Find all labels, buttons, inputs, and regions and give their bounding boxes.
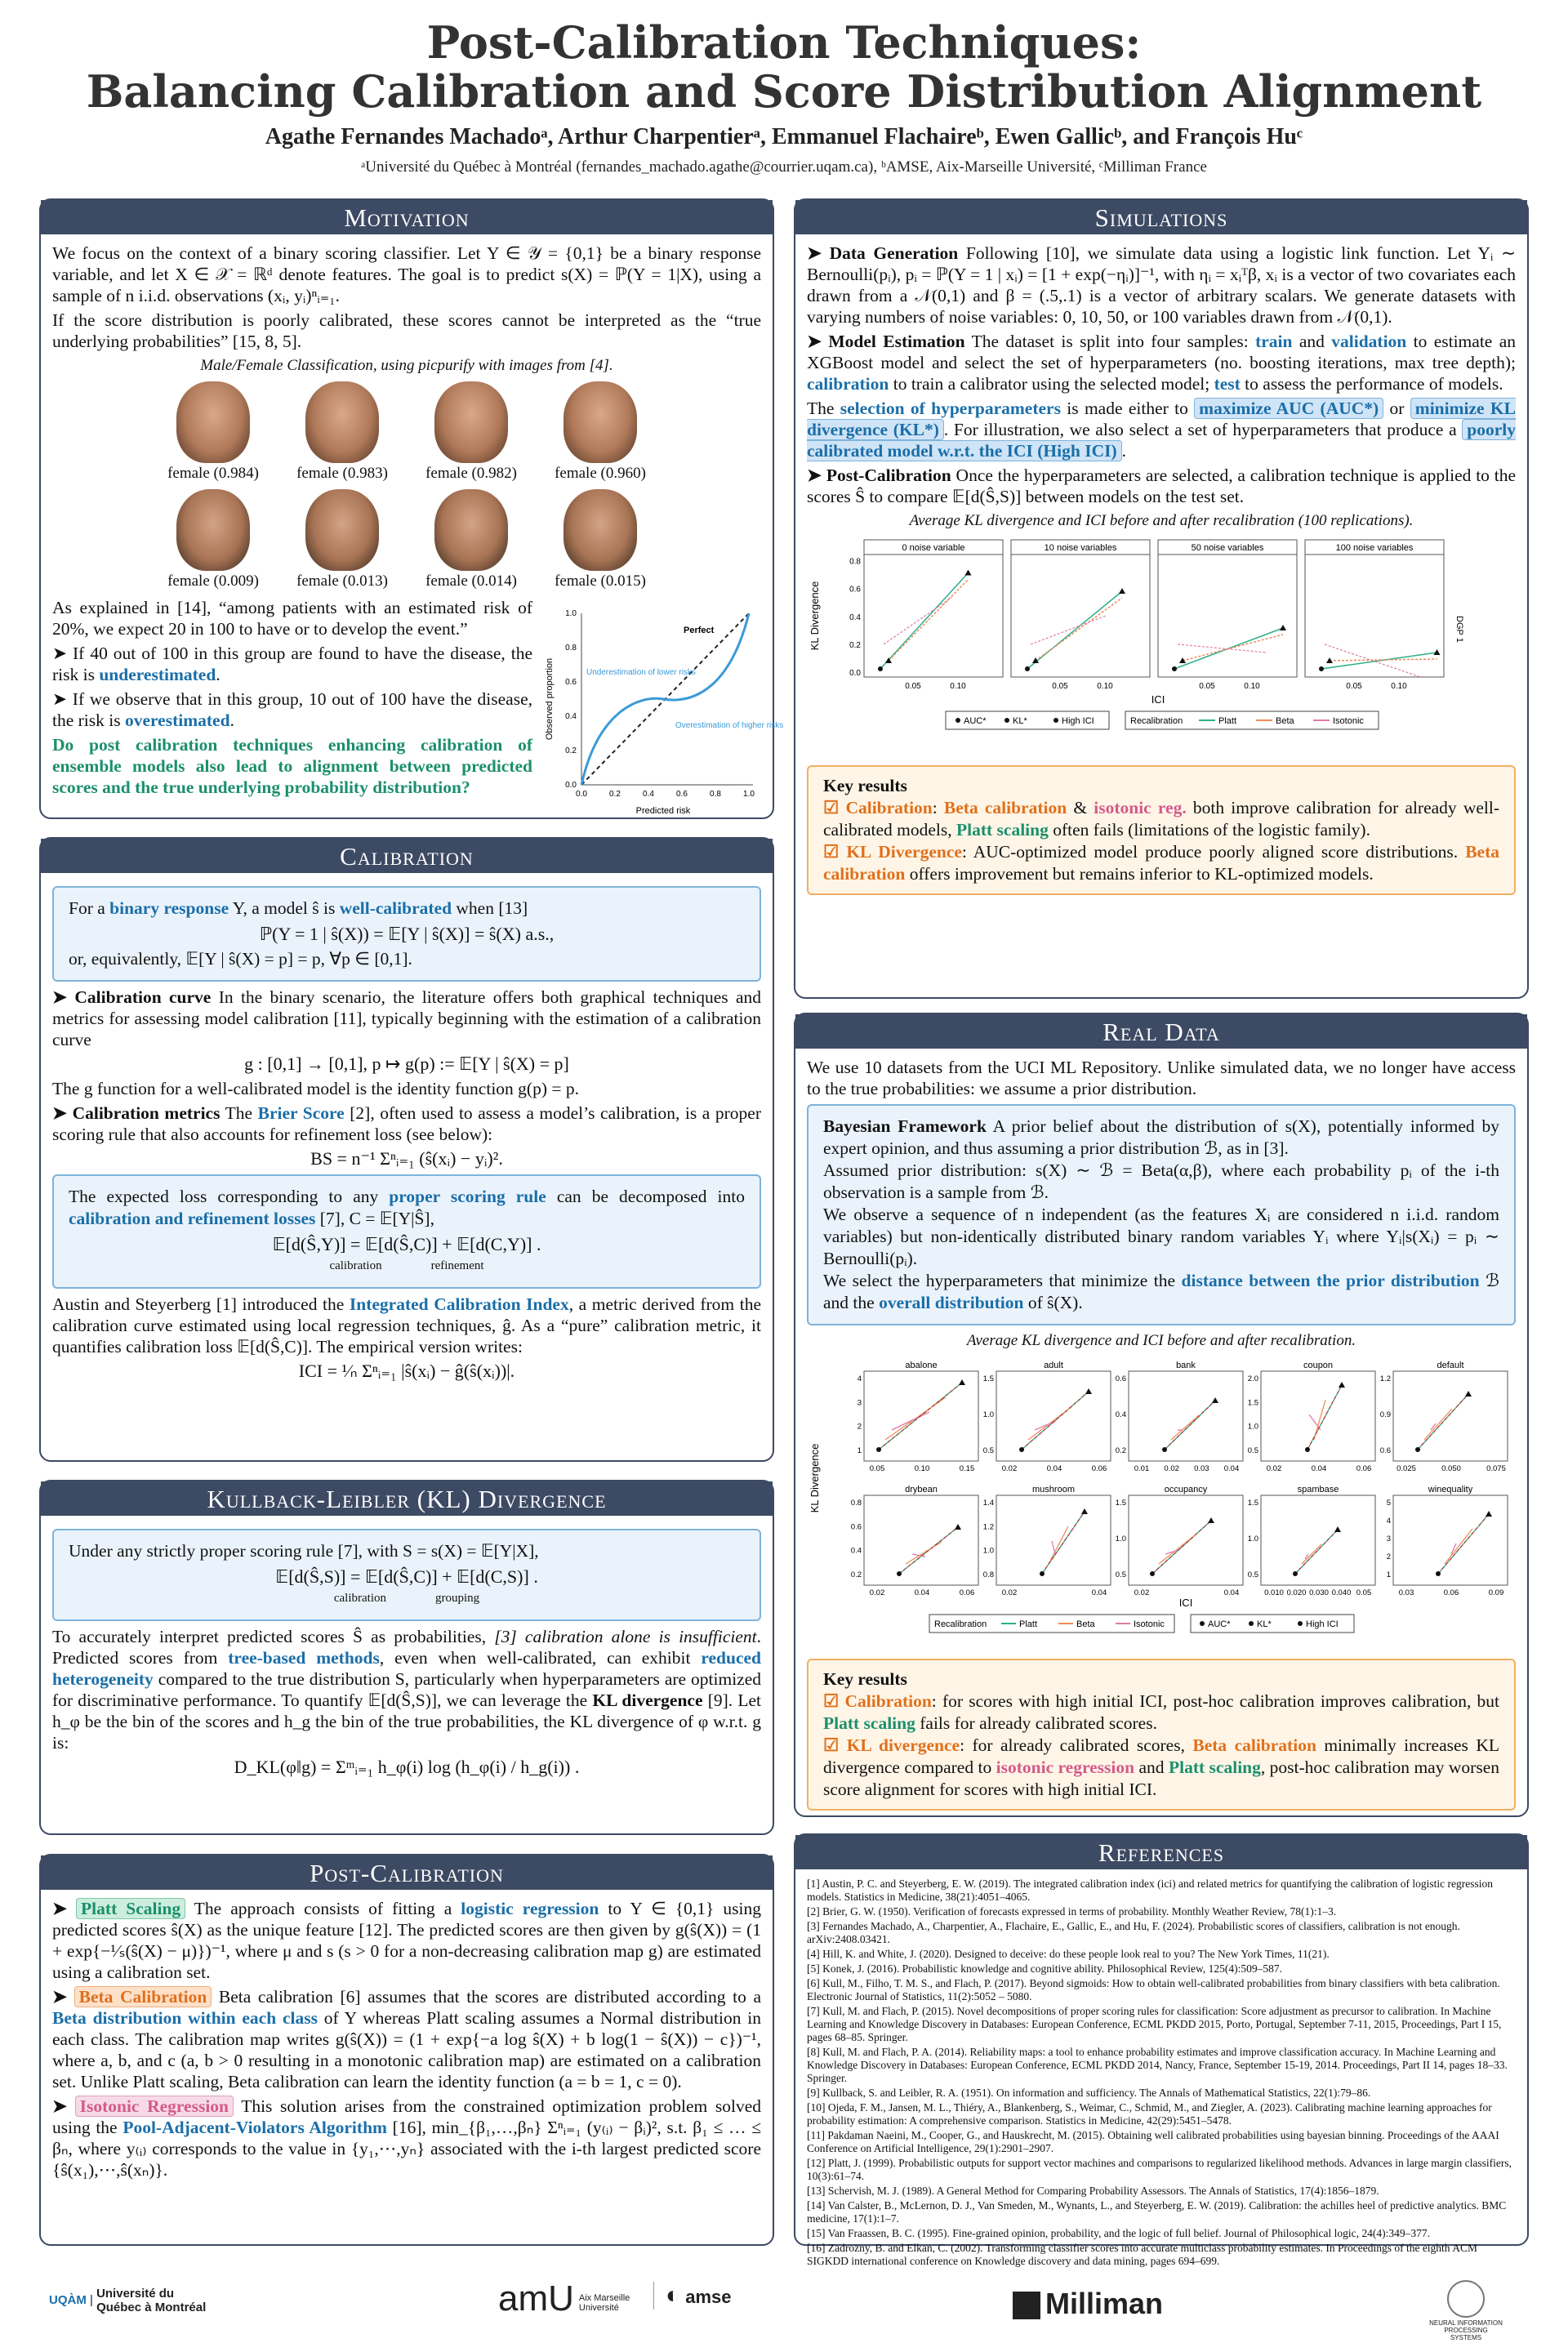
reference-item: [1] Austin, P. C. and Steyerberg, E. W. (2019). The integrated calibration index (ici) and related metrics for quantifying the calibration of logistic regression models. Statistics in Medicine, 38(21):4051–4065.	[807, 1878, 1494, 1903]
x-tick-label: 0.01	[1134, 1464, 1150, 1473]
calibration-illustration-plot	[541, 597, 784, 826]
amu-logo: amU Aix Marseille Université	[498, 2278, 630, 2319]
y-tick-label: 0.4	[849, 612, 861, 622]
reference-item: [11] Pakdaman Naeini, M., Cooper, G., and Hauskrecht, M. (2015). Obtaining well calibrated probabilities using bayesian binning. Proceedings of the AAAI Conference on Artificial Intelligence, 29(1):2901–2907.	[807, 2129, 1499, 2154]
y-tick-label: 0.5	[982, 1446, 994, 1455]
y-tick-label: 0.2	[849, 640, 861, 650]
panel-title: default	[1437, 1361, 1464, 1370]
references-list	[795, 1869, 1527, 2278]
amse-logo: ◐ amse	[653, 2282, 732, 2310]
g-function-eq: g : [0,1] → [0,1], p ↦ g(p) := 𝔼[Y | ŝ(X) = p]	[244, 1054, 569, 1074]
face-item	[410, 489, 532, 592]
legend-marker	[1054, 718, 1058, 723]
panel-frame	[864, 555, 1003, 677]
x-tick-label: 0.03	[1194, 1464, 1209, 1473]
x-label: Predicted risk	[635, 806, 691, 816]
panel-frame	[1011, 555, 1150, 677]
face-item	[281, 489, 403, 592]
x-tick-label: 0.04	[1223, 1588, 1240, 1597]
ici-eq: ICI = ¹⁄ₙ Σⁿᵢ₌₁ |ŝ(xᵢ) − ĝ(ŝ(xᵢ))|.	[298, 1361, 515, 1381]
panel-title: 10 noise variables	[1044, 543, 1117, 553]
data-generation-text: ➤ Data Generation Following [10], we simulate data using a logistic link function. Let Yᵢ ∼ Bernoulli(pᵢ), pᵢ = ℙ(Y = 1 | xᵢ) = [1 + exp(−ηᵢ)]⁻¹, with ηᵢ = xᵢᵀβ, xᵢ is a vector of two covariates each drawn from a 𝒩(0,1) and β = (.5,.1) is a vector of arbitrary scalars. We generate datasets with varying numbers of noise variables: 0, 10, 50, or 100 variables drawn from 𝒩(0,1).	[807, 243, 1517, 327]
realdata-chart	[807, 1355, 1517, 1649]
y-tick-label: 1.5	[1247, 1398, 1258, 1408]
motivation-p2: If the score distribution is poorly calibrated, these scores cannot be interpreted as the “true underlying probabilities” [15, 8, 5].	[52, 310, 761, 351]
motivation-p4: ➤ If 40 out of 100 in this group are found to have the disease, the risk is underestimated.	[52, 644, 532, 684]
calibration-section	[39, 837, 774, 1462]
y-tick-label: 5	[1386, 1499, 1391, 1508]
decomp-label-1: calibration	[329, 1259, 382, 1272]
kl-text: To accurately interpret predicted scores Ŝ as probabilities, [3] calibration alone is insufficient. Predicted scores from tree-based methods, even when well-calibrated, can exhibit reduced heterogeneity compared to the true distribution S, particularly when hyperparameters are optimized for discriminative performance. To quantify 𝔼[d(Ŝ,S)], we can leverage the KL divergence [9]. Let h_φ be the bin of the scores and h_g the bin of the true probabilities, the KL divergence of φ w.r.t. g is:	[52, 1627, 761, 1753]
face-photo	[176, 381, 250, 463]
legend-marker	[956, 718, 960, 723]
model-estimation-text: ➤ Model Estimation The dataset is split into four samples: train and validation to estimate an XGBoost model and select the set of hyperparameters (no. boosting iterations, max tree depth); calibration to train a calibrator using the selected model; test to assess the performance of models.	[807, 332, 1516, 394]
affiliations: ᵃUniversité du Québec à Montréal (fernandes_machado.agathe@courrier.uqam.ca), ᵇAMSE, Aix-Marseille Université, ᶜMilliman France	[361, 158, 1207, 176]
svg-text:0.8: 0.8	[565, 644, 577, 653]
y-tick-label: 2	[1386, 1552, 1391, 1561]
face-item	[539, 381, 662, 484]
face-label: female (0.009)	[167, 572, 259, 590]
x-tick-label: 0.10	[1244, 682, 1260, 691]
x-tick-label: 0.05	[869, 1464, 885, 1473]
y-tick-label: 1.5	[982, 1374, 994, 1383]
reference-item: [8] Kull, M. and Flach, P. A. (2014). Reliability maps: a tool to enhance probability estimates and improve classification accuracy. In Machine Learning and Knowledge Discovery in Databases: European Conference, ECML PKDD 2014, Nancy, France, September 15-19, 2014. Proceedings, Part II 14, pages 18–33. Springer.	[807, 2046, 1508, 2084]
svg-text:0.6: 0.6	[676, 790, 688, 799]
calibration-eq: ℙ(Y = 1 | ŝ(X)) = 𝔼[Y | ŝ(X)] = ŝ(X) a.s.,	[259, 924, 555, 944]
face-label: female (0.982)	[425, 465, 517, 482]
motivation-p1: We focus on the context of a binary scoring classifier. Let Y ∈ 𝒴 = {0,1} be a binary response variable, and let X ∈ 𝒳 = ℝᵈ denote features. The goal is to predict s(X) = ℙ(Y = 1|X), using a sample of n i.i.d. observations (xᵢ, yᵢ)ⁿᵢ₌₁.	[52, 243, 761, 305]
y-tick-label: 1.4	[982, 1499, 994, 1508]
x-tick-label: 0.10	[1391, 682, 1407, 691]
x-tick-label: 0.06	[1091, 1464, 1107, 1473]
poster-header	[0, 0, 1568, 184]
simulation-chart	[807, 535, 1517, 755]
x-ticks	[576, 790, 755, 799]
y-tick-label: 0.9	[1379, 1410, 1391, 1419]
face-photo	[176, 489, 250, 571]
kl-section	[39, 1480, 774, 1835]
beta-label: Beta Calibration	[74, 1986, 212, 2007]
sim-chart-caption: Average KL divergence and ICI before and after recalibration (100 replications).	[909, 512, 1414, 529]
y-tick-label: 0.8	[850, 1499, 862, 1508]
panel-frame	[1393, 1371, 1508, 1461]
auc-point	[1025, 666, 1030, 671]
kl-heading: Kullback-Leibler (KL) Divergence	[41, 1481, 773, 1516]
x-tick-label: 0.020	[1286, 1588, 1307, 1597]
y-tick-label: 1.0	[1247, 1535, 1258, 1544]
x-tick-label: 0.10	[914, 1464, 930, 1473]
legend-label: High ICI	[1062, 716, 1094, 726]
auc-point	[1305, 1447, 1310, 1452]
y-tick-label: 3	[857, 1398, 862, 1408]
panel-title: abalone	[905, 1361, 938, 1370]
ici-text: Austin and Steyerberg [1] introduced the Integrated Calibration Index, a metric derived from the calibration curve estimated using local regression techniques, ĝ. As a “pure” calibration metric, it quantifies calibration loss 𝔼[d(Ŝ,C)]. The empirical version writes:	[52, 1294, 761, 1356]
poster-title	[0, 0, 1568, 116]
real-key-results: Key results ☑ Calibration: for scores with high initial ICI, post-hoc calibration improves calibration, but Platt scaling fails for already calibrated scores. ☑ KL divergence: for already calibrated scores, Beta calibration minimally increases KL divergence compared to isotonic regression and Platt scaling, post-hoc calibration may worsen score alignment for scores with high initial ICI.	[807, 1659, 1516, 1811]
x-tick-label: 0.02	[1001, 1464, 1018, 1473]
decomposition-eq: 𝔼[d(Ŝ,Y)] = 𝔼[d(Ŝ,C)] + 𝔼[d(C,Y)] .	[272, 1234, 541, 1254]
y-tick-label: 1.5	[1247, 1499, 1258, 1508]
g-identity-text: The g function for a well-calibrated model is the identity function g(p) = p.	[52, 1079, 579, 1098]
isotonic-label: Isotonic Regression	[75, 2096, 234, 2117]
sim-key-result-2: ☑ KL Divergence: AUC-optimized model produce poorly aligned score distributions. Beta calibration offers improvement but remains inferior to KL-optimized models.	[823, 842, 1499, 884]
x-tick-label: 0.05	[1052, 682, 1068, 691]
milliman-logo: Milliman	[1013, 2287, 1163, 2321]
kl-label-2: grouping	[434, 1592, 480, 1605]
face-photo	[564, 489, 637, 571]
legend-marker	[1249, 1621, 1254, 1626]
title-line-2: Balancing Calibration and Score Distribution Alignment	[86, 65, 1482, 118]
y-tick-label: 4	[1386, 1517, 1391, 1526]
auc-point	[1172, 666, 1177, 671]
y-tick-label: 1	[857, 1446, 862, 1455]
simulations-heading: Simulations	[795, 200, 1527, 234]
y-tick-label: 1.0	[982, 1410, 994, 1419]
brier-eq: BS = n⁻¹ Σⁿᵢ₌₁ (ŝ(xᵢ) − yᵢ)².	[310, 1148, 503, 1169]
kl-eq: D_KL(φ‖g) = Σᵐᵢ₌₁ h_φ(i) log (h_φ(i) / h_g(i)) .	[234, 1757, 580, 1777]
face-item	[539, 489, 662, 592]
references-heading: References	[795, 1835, 1527, 1869]
motivation-heading: Motivation	[41, 200, 773, 234]
reference-item: [5] Konek, J. (2016). Probabilistic knowledge and cognitive ability. Philosophical Review, 125(4):509–587.	[807, 1962, 1283, 1975]
y-tick-label: 1.2	[1379, 1374, 1391, 1383]
y-tick-label: 0.5	[1115, 1570, 1126, 1579]
svg-text:0.2: 0.2	[565, 746, 577, 755]
auc-point	[1436, 1571, 1441, 1576]
reference-item: [13] Schervish, M. J. (1989). A General Method for Comparing Probability Assessors. The Annals of Statistics, 17(4):1856–1879.	[807, 2185, 1379, 2197]
calibration-metrics-text: ➤ Calibration metrics The Brier Score [2], often used to assess a model’s calibration, is a proper scoring rule that also accounts for refinement loss (see below):	[52, 1103, 762, 1144]
decomp-label-2: refinement	[430, 1259, 484, 1272]
legend-label: Beta	[1076, 1619, 1095, 1629]
legend-label: Beta	[1276, 716, 1294, 726]
legend-label: Platt	[1218, 716, 1237, 726]
panel-frame	[1261, 1495, 1375, 1585]
x-tick-label: 0.03	[1398, 1588, 1414, 1597]
calibration-definition-box: For a binary response Y, a model ŝ is well-calibrated when [13] ℙ(Y = 1 | ŝ(X)) = 𝔼[Y | ŝ(X)] = ŝ(X) a.s., or, equivalently, 𝔼[Y | ŝ(X) = p] = p, ∀p ∈ [0,1].	[52, 886, 761, 982]
panel-title: winequality	[1428, 1485, 1473, 1494]
calibration-curve-text: ➤ Calibration curve In the binary scenario, the literature offers both graphical techniques and metrics for assessing model calibration [11], typically beginning with the estimation of a calibration curve	[52, 987, 762, 1049]
y-axis-label: KL Divergence	[808, 581, 821, 651]
under-label: Underestimation of lower risks	[586, 668, 696, 677]
x-tick-label: 0.10	[1097, 682, 1113, 691]
x-axis-label: ICI	[1178, 1597, 1193, 1609]
svg-text:0.4: 0.4	[565, 712, 577, 721]
panel-title: 0 noise variable	[902, 543, 965, 553]
motivation-p5: ➤ If we observe that in this group, 10 out of 100 have the disease, the risk is overestimated.	[52, 689, 532, 730]
y-tick-label: 1.0	[1115, 1535, 1126, 1544]
x-axis-label: ICI	[1151, 693, 1165, 706]
panel-title: spambase	[1297, 1485, 1339, 1494]
svg-text:0.6: 0.6	[565, 678, 577, 687]
face-label: female (0.013)	[296, 572, 388, 590]
svg-text:1.0: 1.0	[743, 790, 755, 799]
platt-text: ➤ Platt Scaling The approach consists of fitting a logistic regression to Y ∈ {0,1} using predicted scores ŝ(X) as the unique feature [12]. The predicted scores are then given by g(ŝ(X)) = (1 + exp{−¹⁄ₛ(ŝ(X) − μ)})⁻¹, where μ and s (s > 0 for a non-decreasing calibration map g) are estimated using a calibration set.	[52, 1899, 761, 1982]
panel-title: 100 noise variables	[1335, 543, 1414, 553]
face-photo	[564, 381, 637, 463]
x-tick-label: 0.05	[1356, 1588, 1372, 1597]
face-label: female (0.960)	[555, 465, 646, 482]
panel-frame	[1393, 1495, 1508, 1585]
panel-title: adult	[1044, 1361, 1063, 1370]
realdata-section	[794, 1013, 1529, 1817]
face-label: female (0.984)	[167, 465, 259, 482]
x-tick-label: 0.02	[1266, 1464, 1282, 1473]
svg-text:0.2: 0.2	[609, 790, 621, 799]
research-question: Do post calibration techniques enhancing calibration of ensemble models also lead to alignment between predicted scores and the true underlying probability distribution?	[52, 735, 532, 797]
kl-decomposition-box: Under any strictly proper scoring rule [7], with S = s(X) = 𝔼[Y|X], 𝔼[d(Ŝ,S)] = 𝔼[d(Ŝ,C)] + 𝔼[d(C,S)] . calibration grouping	[52, 1529, 761, 1621]
y-tick-label: 0.6	[849, 585, 861, 595]
y-tick-label: 1.5	[1115, 1499, 1126, 1508]
real-key-result-2: ☑ KL divergence: for already calibrated scores, Beta calibration minimally increases KL divergence compared to isotonic regression and Platt scaling, post-hoc calibration may worsen score alignment for scores with high initial ICI.	[823, 1735, 1499, 1799]
x-tick-label: 0.04	[914, 1588, 930, 1597]
motivation-p3: As explained in [14], “among patients with an estimated risk of 20%, we expect 20 in 100 to have or to develop the event.”	[52, 598, 532, 639]
svg-text:0.8: 0.8	[710, 790, 721, 799]
reference-item: [16] Zadrozny, B. and Elkan, C. (2002). Transforming classifier scores into accurate multiclass probability estimates. In Proceedings of the eighth ACM SIGKDD international conference on Knowledge discovery and data mining, pages 694–699.	[807, 2242, 1477, 2267]
panel-frame	[1129, 1371, 1243, 1461]
x-tick-label: 0.030	[1309, 1588, 1329, 1597]
auc-point	[878, 666, 883, 671]
auc-point	[1040, 1571, 1045, 1576]
x-tick-label: 0.05	[1199, 682, 1215, 691]
real-key-result-1: ☑ Calibration: for scores with high initial ICI, post-hoc calibration improves calibration, but Platt scaling fails for already calibrated scores.	[823, 1691, 1499, 1733]
y-tick-label: 3	[1386, 1535, 1391, 1544]
authors: Agathe Fernandes Machadoᵃ, Arthur Charpentierᵃ, Emmanuel Flachaireᵇ, Ewen Gallicᵇ, and François Huᶜ	[265, 124, 1303, 149]
svg-text:1.0: 1.0	[565, 609, 577, 618]
x-tick-label: 0.05	[1346, 682, 1362, 691]
reference-item: [7] Kull, M. and Flach, P. (2015). Novel decompositions of proper scoring rules for classification: Score adjustment as precursor to calibration. In Machine Learning and Knowledge Discovery in Databases: European Conference, ECML PKDD 2015, Porto, Portugal, September 7-11, 2015, Proceedings, Part I 15, pages 68–85. Springer.	[807, 2005, 1502, 2043]
calibration-eq2: or, equivalently, 𝔼[Y | ŝ(X) = p] = p, ∀p ∈ [0,1].	[69, 949, 412, 969]
y-label: Observed proportion	[545, 657, 555, 741]
simulations-section	[794, 198, 1529, 999]
realdata-heading: Real Data	[795, 1014, 1527, 1049]
y-tick-label: 0.6	[1379, 1446, 1391, 1455]
x-tick-label: 0.010	[1264, 1588, 1284, 1597]
x-tick-label: 0.04	[1046, 1464, 1062, 1473]
postcal-section	[39, 1854, 774, 2246]
faces-grid	[52, 381, 761, 592]
x-tick-label: 0.02	[1001, 1588, 1018, 1597]
legend-label: Platt	[1019, 1619, 1038, 1629]
panel-frame	[1305, 555, 1444, 677]
x-tick-label: 0.02	[869, 1588, 885, 1597]
face-label: female (0.014)	[425, 572, 517, 590]
sim-key-results: Key results ☑ Calibration: Beta calibration & isotonic reg. both improve calibration for already well-calibrated models, Platt scaling often fails (limitations of the logistic family). ☑ KL Divergence: AUC-optimized model produce poorly aligned score distributions. Beta calibration offers improvement but remains inferior to KL-optimized models.	[807, 765, 1516, 895]
x-tick-label: 0.050	[1441, 1464, 1461, 1473]
y-tick-label: 0.0	[849, 669, 861, 678]
strip-label: DGP 1	[1454, 616, 1464, 643]
real-chart-caption: Average KL divergence and ICI before and after recalibration.	[966, 1332, 1356, 1349]
svg-text:0.0: 0.0	[576, 790, 587, 799]
y-tick-label: 1.2	[982, 1522, 994, 1532]
reference-item: [4] Hill, K. and White, J. (2020). Designed to deceive: do these people look real to you? The New York Times, 11(21).	[807, 1948, 1330, 1960]
face-item	[152, 489, 274, 592]
face-photo	[305, 489, 379, 571]
y-tick-label: 0.6	[1115, 1374, 1126, 1383]
y-tick-label: 0.4	[1115, 1410, 1126, 1419]
y-axis-label: KL Divergence	[808, 1443, 821, 1513]
x-tick-label: 0.02	[1134, 1588, 1150, 1597]
y-tick-label: 0.4	[850, 1546, 862, 1556]
neurips-logo: NEURAL INFORMATION PROCESSING SYSTEMS	[1429, 2280, 1503, 2341]
y-tick-label: 0.5	[1247, 1446, 1258, 1455]
title-line-1: Post-Calibration Techniques:	[426, 16, 1142, 69]
legend-label: AUC*	[964, 716, 987, 726]
reference-item: [2] Brier, G. W. (1950). Verification of forecasts expressed in terms of probability. Monthly Weather Review, 78(1):1–3.	[807, 1905, 1337, 1918]
kl-decomposition-eq: 𝔼[d(Ŝ,S)] = 𝔼[d(Ŝ,C)] + 𝔼[d(C,S)] .	[275, 1566, 538, 1587]
auc-point	[1150, 1571, 1155, 1576]
x-tick-label: 0.04	[1223, 1464, 1240, 1473]
legend-label: High ICI	[1306, 1619, 1339, 1629]
panel-frame	[996, 1371, 1111, 1461]
sim-key-result-1: ☑ Calibration: Beta calibration & isotonic reg. both improve calibration for already well-calibrated models, Platt scaling often fails (limitations of the logistic family).	[823, 798, 1499, 840]
legend-marker	[1200, 1621, 1205, 1626]
motivation-section	[39, 198, 784, 819]
platt-label: Platt Scaling	[76, 1898, 185, 1919]
uqam-logo: UQÀM | Université du Québec à Montréal	[49, 2287, 207, 2314]
auc-point	[876, 1447, 881, 1452]
reference-item: [12] Platt, J. (1999). Probabilistic outputs for support vector machines and comparisons to regularized likelihood methods. Advances in large margin classifiers, 10(3):61–74.	[807, 2157, 1512, 2182]
face-label: female (0.015)	[555, 572, 646, 590]
isotonic-text: ➤ Isotonic Regression This solution arises from the constrained optimization problem solved using the Pool-Adjacent-Violators Algorithm [16], min_{β₁,…,βₙ} Σⁿᵢ₌₁ (y₍ᵢ₎ − βᵢ)², s.t. β₁ ≤ … ≤ βₙ, where y₍ᵢ₎ corresponds to the value in {y₁,⋯,yₙ} associated with the i-th largest predicted score {ŝ(x₁),⋯,ŝ(xₙ)}.	[52, 2096, 762, 2180]
panel-title: bank	[1176, 1361, 1196, 1370]
panel-title: coupon	[1303, 1361, 1334, 1370]
svg-text:0.0: 0.0	[565, 781, 577, 790]
legend-title: Recalibration	[934, 1619, 987, 1629]
panel-title: occupancy	[1164, 1485, 1208, 1494]
y-tick-label: 0.5	[1247, 1570, 1258, 1579]
beta-text: ➤ Beta Calibration Beta calibration [6] assumes that the scores are distributed according to a Beta distribution within each class of Y whereas Platt scaling assumes a Normal distribution in each class. The calibration map writes g(ŝ(X)) = (1 + exp{−a log ŝ(X) + b log(1 − ŝ(X)) − c})⁻¹, where a, b, and c (a, b > 0 resulting in a monotonic calibration map) are estimated on a calibration set. Unlike Platt scaling, Beta calibration can learn the identity function (a = b = 1, c = 0).	[52, 1987, 762, 2091]
legend-label: KL*	[1257, 1619, 1272, 1629]
calibration-curve	[581, 613, 749, 785]
x-tick-label: 0.05	[905, 682, 921, 691]
face-photo	[434, 381, 508, 463]
y-tick-label: 0.6	[850, 1522, 862, 1532]
panel-title: drybean	[905, 1485, 938, 1494]
x-tick-label: 0.075	[1486, 1464, 1506, 1473]
postcal-sim-text: ➤ Post-Calibration Once the hyperparameters are selected, a calibration technique is applied to the scores Ŝ to compare 𝔼[d(Ŝ,S)] between models on the test set.	[807, 466, 1517, 506]
selection-text: The selection of hyperparameters is made either to maximize AUC (AUC*) or minimize KL divergence (KL*) . For illustration, we also select a set of hyperparameters that produce a poorly calibrated model w.r.t. the ICI (High ICI) .	[807, 399, 1516, 461]
realdata-intro: We use 10 datasets from the UCI ML Repository. Unlike simulated data, we no longer have access to the true probabilities: we assume a prior distribution.	[807, 1058, 1516, 1098]
auc-point	[1415, 1447, 1420, 1452]
kl-label-1: calibration	[333, 1592, 386, 1605]
auc-point	[1019, 1447, 1024, 1452]
legend-label: AUC*	[1208, 1619, 1231, 1629]
panel-frame	[996, 1495, 1111, 1585]
legend-marker	[1004, 718, 1009, 723]
y-tick-label: 0.2	[850, 1570, 862, 1579]
y-tick-label: 4	[857, 1374, 862, 1383]
x-tick-label: 0.04	[1311, 1464, 1327, 1473]
reference-item: [15] Van Fraassen, B. C. (1995). Fine-grained opinion, probability, and the logic of full belief. Journal of Philosophical logic, 24(4):349–377.	[807, 2227, 1430, 2239]
y-tick-label: 0.8	[982, 1570, 994, 1579]
x-tick-label: 0.15	[959, 1464, 975, 1473]
panel-title: mushroom	[1032, 1485, 1075, 1494]
auc-point	[1293, 1571, 1298, 1576]
auc-point	[897, 1571, 902, 1576]
legend-label: Isotonic	[1134, 1619, 1165, 1629]
y-tick-label: 1	[1386, 1570, 1391, 1579]
legend-marker	[1298, 1621, 1303, 1626]
reference-item: [3] Fernandes Machado, A., Charpentier, A., Flachaire, E., Gallic, E., and Hu, F. (2024). Probabilistic scores of classifiers, calibration is not enough. arXiv:2408.03421.	[807, 1920, 1460, 1945]
faces-caption: Male/Female Classification, using picpurify with images from [4].	[200, 357, 613, 374]
panel-frame	[1261, 1371, 1375, 1461]
y-tick-label: 0.2	[1115, 1446, 1126, 1455]
perfect-label: Perfect	[684, 626, 715, 635]
decomposition-box: The expected loss corresponding to any proper scoring rule can be decomposed into calibration and refinement losses [7], C = 𝔼[Y|Ŝ], 𝔼[d(Ŝ,Y)] = 𝔼[d(Ŝ,C)] + 𝔼[d(C,Y)] . calibration refinement	[52, 1174, 761, 1289]
face-item	[410, 381, 532, 484]
over-label: Overestimation of higher risks	[675, 721, 784, 730]
x-tick-label: 0.04	[1091, 1588, 1107, 1597]
legend-title: Recalibration	[1130, 716, 1183, 726]
x-tick-label: 0.02	[1164, 1464, 1179, 1473]
calibration-heading: Calibration	[41, 839, 773, 873]
y-tick-label: 1.0	[1247, 1422, 1258, 1432]
face-photo	[305, 381, 379, 463]
face-item	[152, 381, 274, 484]
x-tick-label: 0.09	[1488, 1588, 1504, 1597]
postcal-heading: Post-Calibration	[41, 1855, 773, 1890]
panel-frame	[864, 1495, 978, 1585]
panel-frame	[1129, 1495, 1243, 1585]
panel-frame	[1158, 555, 1297, 677]
x-tick-label: 0.06	[1356, 1464, 1372, 1473]
reference-item: [9] Kullback, S. and Leibler, R. A. (1951). On information and sufficiency. The Annals of Mathematical Statistics, 22(1):79–86.	[807, 2087, 1371, 2099]
x-tick-label: 0.10	[950, 682, 966, 691]
face-item	[281, 381, 403, 484]
legend-label: KL*	[1013, 716, 1027, 726]
y-ticks	[565, 609, 577, 790]
y-tick-label: 1.0	[982, 1546, 994, 1556]
footer-logos	[0, 2270, 1568, 2344]
auc-point	[1319, 666, 1324, 671]
reference-item: [14] Van Calster, B., McLernon, D. J., Van Smeden, M., Wynants, L., and Steyerberg, E. W. (2019). Calibration: the achilles heel of predictive analytics. BMC medicine, 17(1):1–7.	[807, 2199, 1507, 2225]
panel-title: 50 noise variables	[1191, 543, 1264, 553]
y-tick-label: 2	[857, 1422, 862, 1432]
y-tick-label: 2.0	[1247, 1374, 1258, 1383]
references-section	[794, 1833, 1529, 2267]
x-tick-label: 0.025	[1396, 1464, 1416, 1473]
x-tick-label: 0.06	[959, 1588, 975, 1597]
x-tick-label: 0.040	[1331, 1588, 1352, 1597]
face-photo	[434, 489, 508, 571]
bayesian-framework-box: Bayesian Framework A prior belief about the distribution of s(X), potentially informed by expert opinion, and thus assuming a prior distribution ℬ, as in [3]. Assumed prior distribution: s(X) ∼ ℬ = Beta(α,β), where each probability pᵢ of the i-th observation is a sample from ℬ. We observe a sequence of n independent (as the features Xᵢ are considered n i.i.d. random variables) but non-identically distributed binary random variables Yᵢ where Yᵢ|s(Xᵢ) = pᵢ ∼ Bernoulli(pᵢ). We select the hyperparameters that minimize the distance between the prior distribution ℬ and the overall distribution of ŝ(X).	[807, 1104, 1516, 1325]
reference-item: [10] Ojeda, F. M., Jansen, M. L., Thiéry, A., Blankenberg, S., Weimar, C., Schmid, M., and Ziegler, A. (2023). Calibrating machine learning approaches for probability estimation: A comprehensive comparison. Statistics in Medicine, 42(29):5451–5478.	[807, 2101, 1492, 2127]
svg-text:0.4: 0.4	[643, 790, 654, 799]
legend-label: Isotonic	[1333, 716, 1364, 726]
face-label: female (0.983)	[296, 465, 388, 482]
reference-item: [6] Kull, M., Filho, T. M. S., and Flach, P. (2017). Beyond sigmoids: How to obtain well-calibrated probabilities from binary classifiers with beta calibration. Electronic Journal of Statistics, 11(2):5052 – 5080.	[807, 1977, 1500, 2002]
auc-point	[1162, 1447, 1167, 1452]
y-tick-label: 0.8	[849, 557, 861, 567]
x-tick-label: 0.06	[1443, 1588, 1459, 1597]
